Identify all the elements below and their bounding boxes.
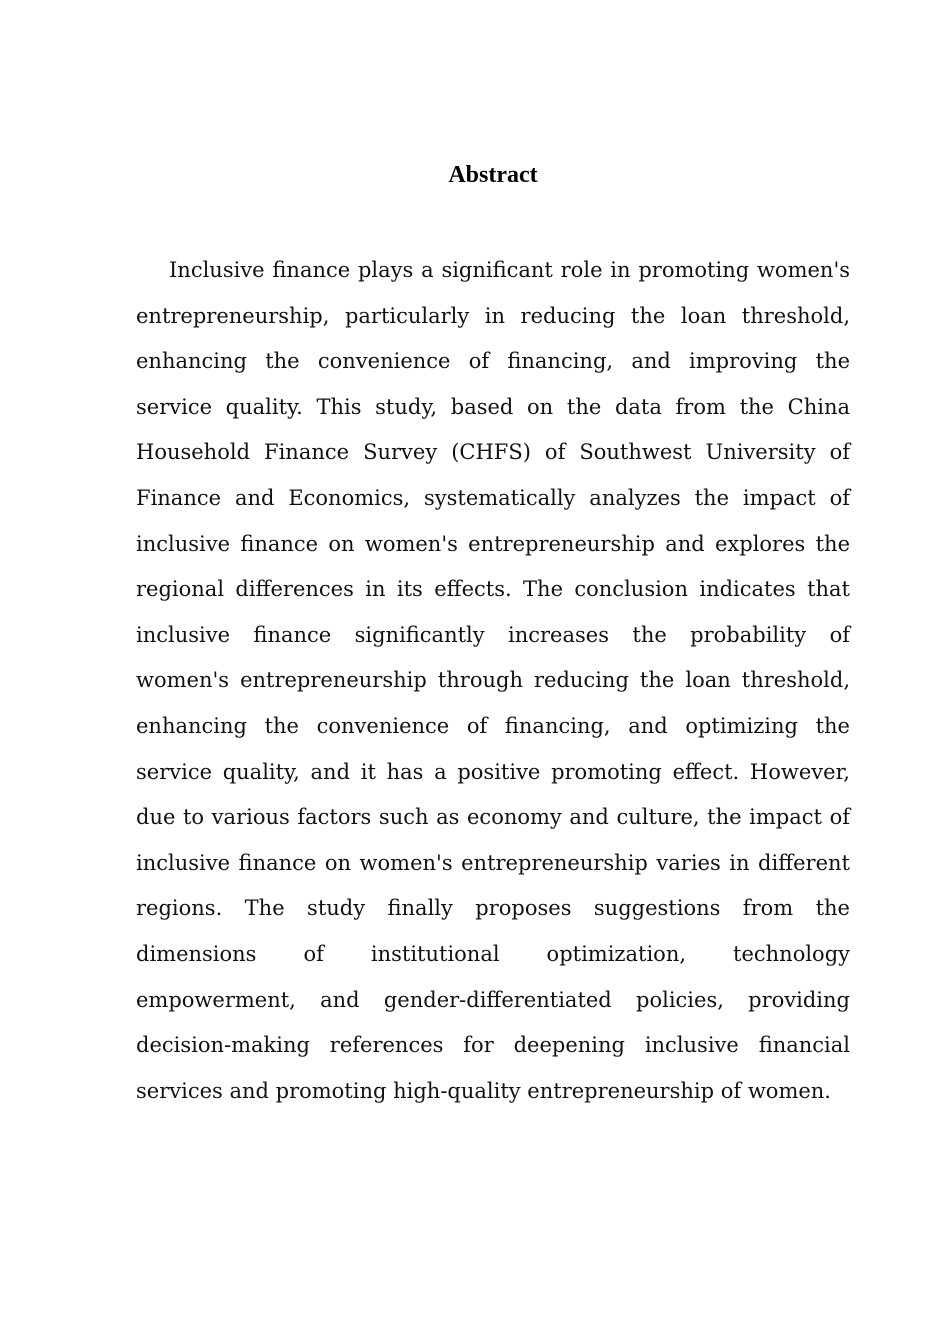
paragraph-line: regions. The study finally proposes suggestions from the — [136, 896, 850, 921]
paragraph-line: entrepreneurship, particularly in reducing the loan threshold, — [136, 303, 850, 328]
paragraph-line: due to various factors such as economy and culture, the impact of — [136, 805, 850, 830]
paragraph-line: services and promoting high-quality entrepreneurship of women. — [136, 1078, 831, 1103]
paragraph-line: enhancing the convenience of financing, and optimizing the — [136, 713, 850, 738]
abstract-title: Abstract — [448, 162, 538, 188]
paragraph-line: regional differences in its effects. The conclusion indicates that — [136, 577, 850, 602]
paragraph-line: service quality. This study, based on the data from the China — [136, 394, 850, 419]
paragraph-line: Finance and Economics, systematically analyzes the impact of — [136, 485, 850, 510]
paragraph-line: inclusive finance on women's entrepreneurship varies in different — [136, 850, 850, 875]
paragraph-line: inclusive finance on women's entrepreneurship and explores the — [136, 531, 850, 556]
paragraph-line: empowerment, and gender-differentiated policies, providing — [136, 987, 850, 1012]
paragraph-line: dimensions of institutional optimization, technology — [136, 941, 850, 966]
paragraph-line: enhancing the convenience of financing, and improving the — [136, 349, 850, 374]
paragraph-line: service quality, and it has a positive promoting effect. However, — [136, 759, 850, 784]
paragraph-line: inclusive finance significantly increases the probability of — [136, 622, 850, 647]
paragraph-line: women's entrepreneurship through reducing the loan threshold, — [136, 668, 850, 693]
paragraph-line: Inclusive finance plays a significant role in promoting women's — [169, 258, 850, 282]
paragraph-line: decision-making references for deepening inclusive financial — [136, 1033, 850, 1058]
paragraph-line: Household Finance Survey (CHFS) of Southwest University of — [136, 440, 850, 465]
abstract-paragraph — [136, 248, 850, 1114]
